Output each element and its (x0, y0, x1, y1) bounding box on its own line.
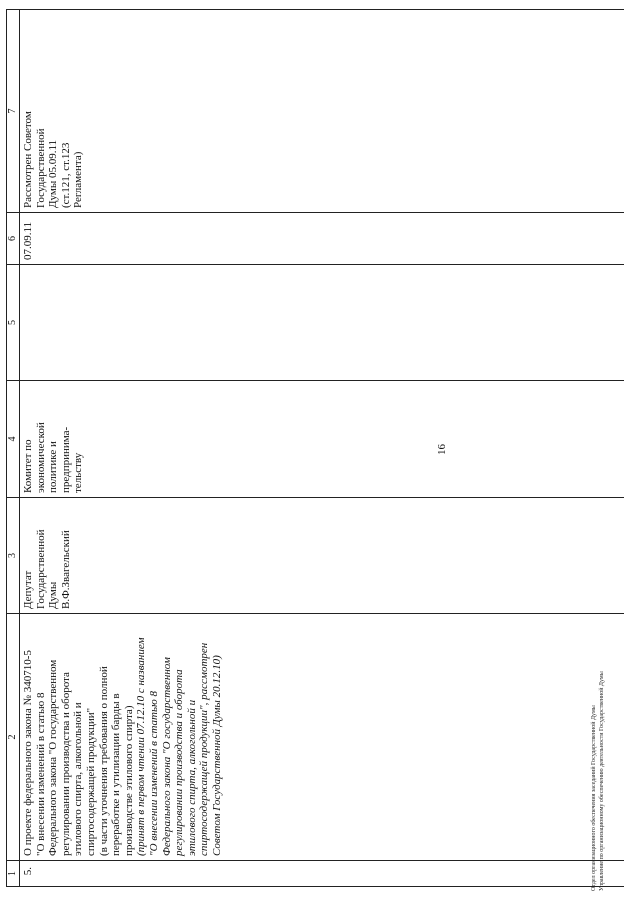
bill-note-line: "О внесении изменений в статью 8 (147, 690, 160, 856)
footer-line-department: Отдел организационного обеспечения заседаний Государственной Думы (591, 705, 597, 891)
committee-line: экономической (34, 422, 47, 493)
initiator-line: Государственной (34, 529, 47, 609)
table-header-row (7, 10, 20, 887)
date-cell: 07.09.11 (20, 213, 624, 265)
committee-line: политике и (47, 441, 60, 493)
bill-note (135, 618, 223, 856)
footer-line-directorate: Управление по организационному обеспечению деятельности Государственной Думы (599, 671, 605, 891)
committee-line: Комитет по (22, 439, 34, 493)
committee-line: предпринима- (59, 426, 72, 493)
bill-title-line: регулировании производства и оборота (59, 672, 72, 856)
committee-line: тельству (72, 452, 85, 493)
status-line: (ст.121, ст.123 (59, 142, 72, 208)
bill-title-line: (в части уточнения требования о полной (97, 666, 110, 856)
status-line: Государственной (34, 128, 47, 208)
column-header-6: 6 (7, 213, 20, 265)
bills-table (6, 9, 624, 887)
bill-note-line: (принят в первом чтении 07.12.10 с названием (135, 637, 148, 856)
row-number: 5. (20, 861, 624, 887)
column-header-1: 1 (7, 861, 20, 887)
status-line: Думы 05.09.11 (47, 139, 60, 208)
bill-title-line: О проекте федерального закона № 340710-5 (22, 650, 34, 856)
column-header-7: 7 (7, 10, 20, 213)
bill-note-line: Советом Государственной Думы 20.12.10) (210, 655, 223, 856)
initiator-line: Депутат (22, 570, 34, 609)
page-footer (590, 671, 606, 891)
table-row (20, 10, 624, 887)
column-header-3: 3 (7, 498, 20, 614)
page-number: 16 (436, 444, 448, 455)
column-header-5: 5 (7, 265, 20, 381)
status-line: Регламента) (72, 151, 85, 208)
column-5-cell (20, 265, 624, 381)
bill-title (22, 618, 135, 856)
initiator-line: В.Ф.Звагельский (59, 530, 72, 609)
bill-title-line: "О внесении изменений в статью 8 (34, 692, 47, 856)
bill-title-line: переработке и утилизации барды в (110, 693, 123, 856)
bill-note-line: спиртосодержащей продукции", рассмотрен (198, 642, 211, 856)
bill-note-line: регулировании производства и оборота (173, 669, 186, 856)
bill-title-line: производстве этилового спирта) (122, 705, 135, 856)
bill-title-line: Федерального закона "О государственном (47, 659, 60, 856)
bill-title-line: спиртосодержащей продукции" (84, 707, 97, 856)
bill-title-line: этилового спирта, алкогольной и (72, 702, 85, 856)
initiator-cell (20, 498, 624, 614)
status-cell (20, 10, 624, 213)
bill-note-line: Федерального закона "О государственном (160, 657, 173, 856)
status-line: Рассмотрен Советом (22, 111, 34, 208)
committee-cell (20, 381, 624, 498)
bill-description-cell (20, 614, 624, 861)
column-header-2: 2 (7, 614, 20, 861)
column-header-4: 4 (7, 381, 20, 498)
bill-note-line: этилового спирта, алкогольной и (185, 699, 198, 856)
initiator-line: Думы (47, 581, 60, 609)
